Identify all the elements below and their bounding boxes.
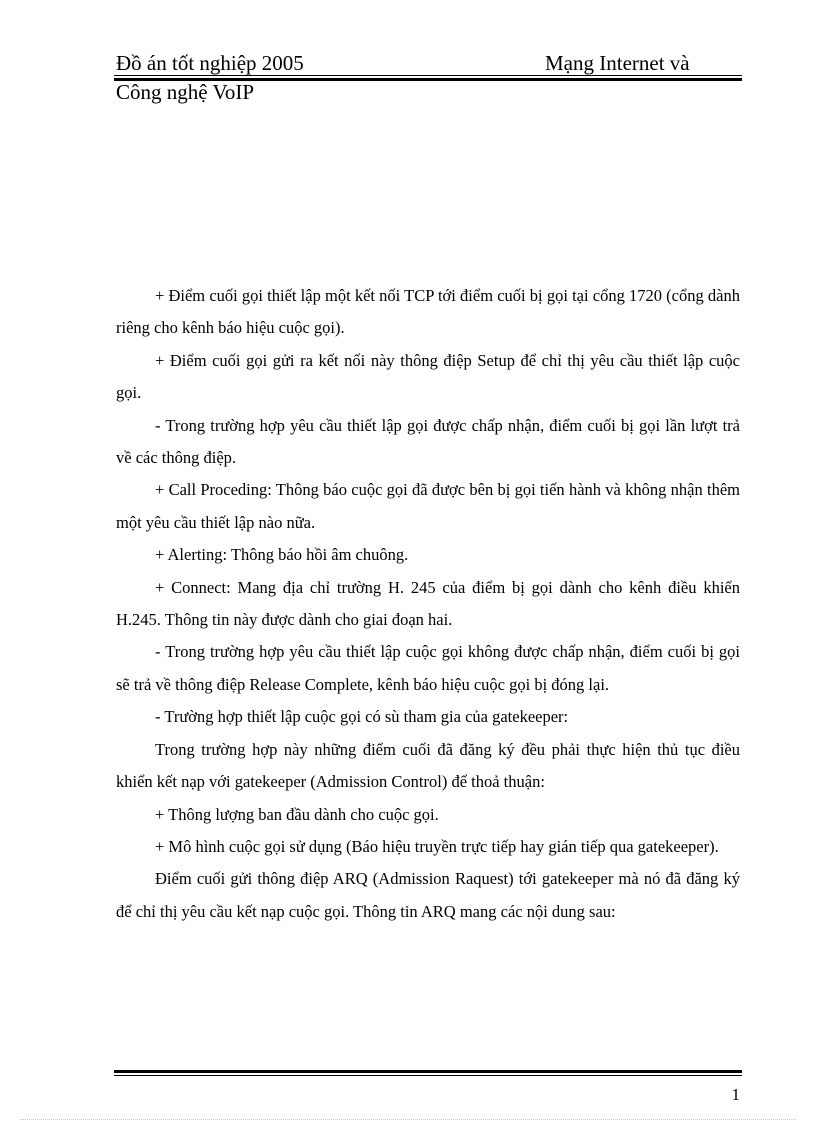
page-number: 1 xyxy=(731,1085,740,1104)
paragraph: + Mô hình cuộc gọi sử dụng (Báo hiệu truyền trực tiếp hay gián tiếp qua gatekeeper). xyxy=(155,836,719,856)
footer-rule-thin xyxy=(114,1075,742,1076)
paragraph: - Trường hợp thiết lập cuộc gọi có sù tham gia của gatekeeper: xyxy=(155,707,569,727)
paragraph: + Connect: Mang địa chỉ trường H. 245 của điểm bị gọi dành cho kênh điều khiển H.245. Thông tin này được dành cho giai đoạn hai. xyxy=(116,577,740,630)
header-subject-title: Mạng Internet và xyxy=(545,51,690,75)
header-subject-continuation: Công nghệ VoIP xyxy=(116,80,255,104)
paragraph: Điểm cuối gửi thông điệp ARQ (Admission Raquest) tới gatekeeper mà nó đã đăng ký để chỉ thị yêu cầu kết nạp cuộc gọi. Thông tin ARQ mang các nội dung sau: xyxy=(116,869,740,921)
paragraph: + Thông lượng ban đầu dành cho cuộc gọi. xyxy=(155,804,439,824)
paragraph: + Điểm cuối gọi gửi ra kết nối này thông điệp Setup để chỉ thị yêu cầu thiết lập cuộc gọi. xyxy=(116,350,740,403)
header-rule-thin xyxy=(114,75,742,76)
paragraph: + Alerting: Thông báo hồi âm chuông. xyxy=(155,545,409,565)
footer-rule-thick xyxy=(114,1070,742,1073)
paragraph: + Điểm cuối gọi thiết lập một kết nối TCP tới điểm cuối bị gọi tại cổng 1720 (cổng dành riêng cho kênh báo hiệu cuộc gọi). xyxy=(116,286,740,338)
paragraph: + Call Proceding: Thông báo cuộc gọi đã được bên bị gọi tiến hành và không nhận thêm một yêu cầu thiết lập nào nữa. xyxy=(116,480,740,532)
page-edge-divider xyxy=(20,1119,796,1120)
paragraph: - Trong trường hợp yêu cầu thiết lập gọi được chấp nhận, điểm cuối bị gọi lần lượt trả về các thông điệp. xyxy=(116,415,740,468)
paragraph: - Trong trường hợp yêu cầu thiết lập cuộc gọi không được chấp nhận, điểm cuối bị gọi sẽ trả về thông điệp Release Complete, kênh báo hiệu cuộc gọi bị đóng lại. xyxy=(116,642,740,694)
header-document-title: Đồ án tốt nghiệp 2005 xyxy=(116,51,304,75)
paragraph: Trong trường hợp này những điểm cuối đã đăng ký đều phải thực hiện thủ tục điều khiển kết nạp với gatekeeper (Admission Control) để thoả thuận: xyxy=(116,739,740,792)
body-text xyxy=(116,280,740,928)
